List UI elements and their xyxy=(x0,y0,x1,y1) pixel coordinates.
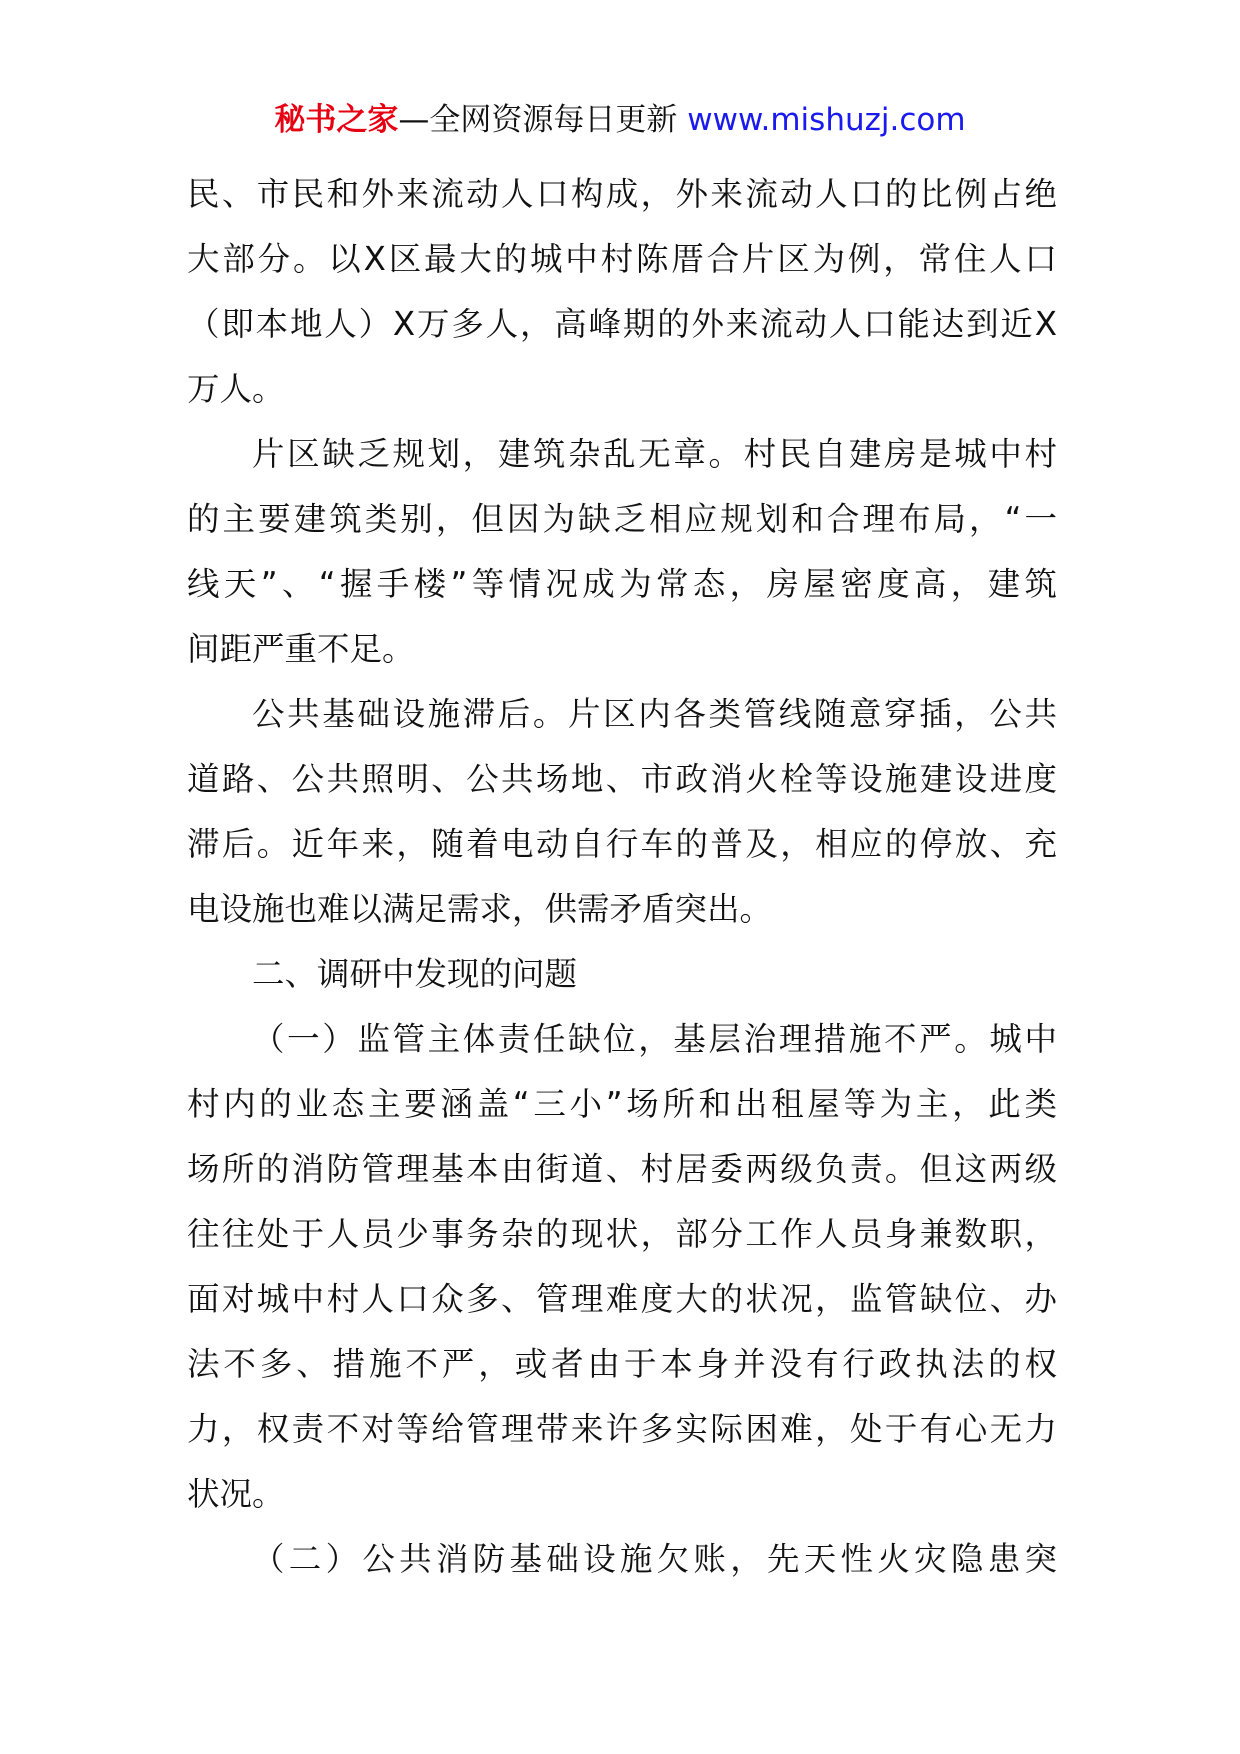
text-line: 法不多、措施不严，或者由于本身并没有行政执法的权 xyxy=(187,1345,1057,1383)
text-line: 场所的消防管理基本由街道、村居委两级负责。但这两级 xyxy=(187,1150,1057,1188)
text-line: 力，权责不对等给管理带来许多实际困难，处于有心无力 xyxy=(187,1410,1057,1448)
site-url[interactable]: www.mishuzj.com xyxy=(687,102,966,138)
text-line: 滞后。近年来，随着电动自行车的普及，相应的停放、充 xyxy=(187,825,1057,863)
text-line: 面对城中村人口众多、管理难度大的状况，监管缺位、办 xyxy=(187,1280,1057,1318)
text-line: 线天”、“握手楼”等情况成为常态，房屋密度高，建筑 xyxy=(187,565,1057,603)
text-line: 大部分。以X区最大的城中村陈厝合片区为例，常住人口 xyxy=(187,240,1057,278)
site-slogan: —全网资源每日更新 xyxy=(398,102,688,138)
text-line: （即本地人）X万多人，高峰期的外来流动人口能达到近X xyxy=(187,305,1057,343)
text-line: 道路、公共照明、公共场地、市政消火栓等设施建设进度 xyxy=(187,760,1057,798)
subsection-heading: （二）公共消防基础设施欠账，先天性火灾隐患突 xyxy=(252,1540,1057,1578)
text-line: 往往处于人员少事务杂的现状，部分工作人员身兼数职， xyxy=(187,1215,1057,1253)
text-line: 的主要建筑类别，但因为缺乏相应规划和合理布局，“一 xyxy=(187,500,1057,538)
paragraph-start: 片区缺乏规划，建筑杂乱无章。村民自建房是城中村 xyxy=(252,435,1057,473)
document-body xyxy=(187,162,1057,1592)
section-heading: 二、调研中发现的问题 xyxy=(252,955,578,993)
text-line: 间距严重不足。 xyxy=(187,630,415,668)
text-line: 民、市民和外来流动人口构成，外来流动人口的比例占绝 xyxy=(187,175,1057,213)
paragraph-start: 公共基础设施滞后。片区内各类管线随意穿插，公共 xyxy=(252,695,1057,733)
subsection-heading: （一）监管主体责任缺位，基层治理措施不严。城中 xyxy=(252,1020,1057,1058)
text-line: 状况。 xyxy=(187,1475,285,1513)
text-line: 电设施也难以满足需求，供需矛盾突出。 xyxy=(187,890,773,928)
site-brand: 秘书之家 xyxy=(274,102,399,138)
text-line: 村内的业态主要涵盖“三小”场所和出租屋等为主，此类 xyxy=(187,1085,1057,1123)
page-header xyxy=(0,100,1240,140)
text-line: 万人。 xyxy=(187,370,285,408)
